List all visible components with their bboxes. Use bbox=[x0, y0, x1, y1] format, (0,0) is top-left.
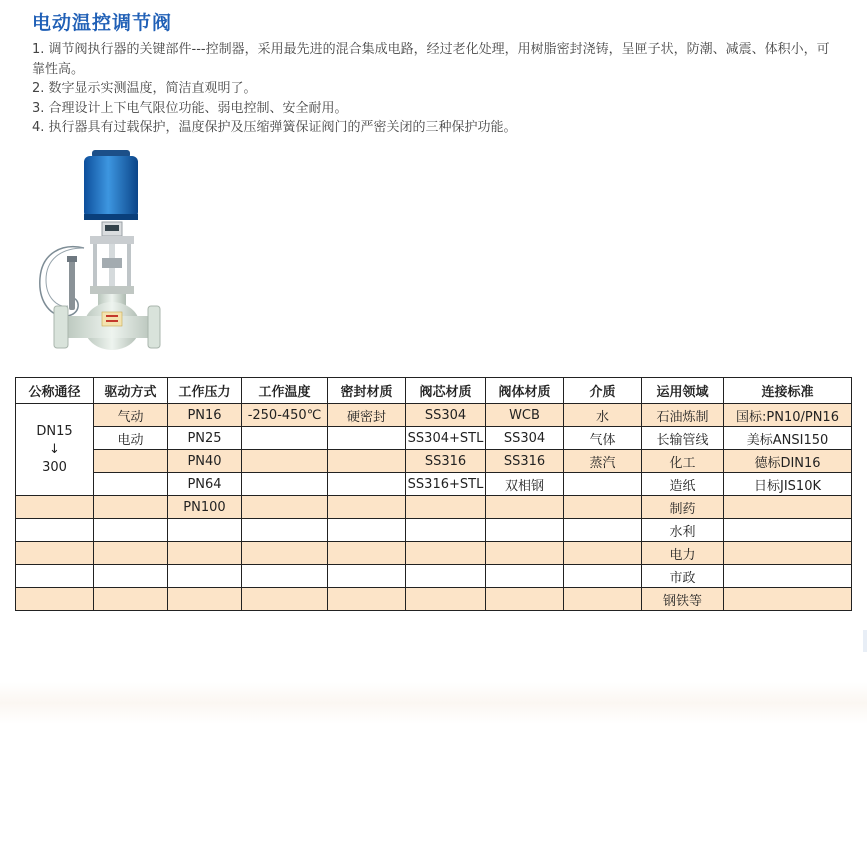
table-cell: 气动 bbox=[94, 404, 168, 427]
table-cell bbox=[724, 588, 852, 611]
page-title: 电动温控调节阀 bbox=[32, 12, 173, 34]
table-cell: 电动 bbox=[94, 427, 168, 450]
table-cell bbox=[242, 588, 328, 611]
background-fade bbox=[0, 682, 867, 724]
header-cell: 介质 bbox=[564, 378, 642, 404]
table-cell bbox=[94, 565, 168, 588]
table-cell: 水利 bbox=[642, 519, 724, 542]
header-cell: 运用领域 bbox=[642, 378, 724, 404]
table-cell bbox=[328, 565, 406, 588]
table-cell: SS304 bbox=[406, 404, 486, 427]
table-cell: PN25 bbox=[168, 427, 242, 450]
diameter-range-cell bbox=[16, 404, 94, 496]
feature-item: 2. 数字显示实测温度，简洁直观明了。 bbox=[32, 81, 257, 96]
actuator-housing bbox=[84, 156, 138, 218]
table-cell bbox=[406, 519, 486, 542]
table-cell: WCB bbox=[486, 404, 564, 427]
feature-item: 4. 执行器具有过载保护，温度保护及压缩弹簧保证阀门的严密关闭的三种保护功能。 bbox=[32, 120, 517, 135]
table-cell: 美标ANSI150 bbox=[724, 427, 852, 450]
table-row bbox=[16, 588, 852, 611]
header-cell: 密封材质 bbox=[328, 378, 406, 404]
table-cell bbox=[564, 588, 642, 611]
table-cell: 化工 bbox=[642, 450, 724, 473]
table-cell: 硬密封 bbox=[328, 404, 406, 427]
table-cell bbox=[486, 542, 564, 565]
header-cell: 公称通径 bbox=[16, 378, 94, 404]
table-cell bbox=[564, 473, 642, 496]
table-cell bbox=[94, 450, 168, 473]
table-cell bbox=[16, 588, 94, 611]
table-cell: 双相钢 bbox=[486, 473, 564, 496]
table-cell bbox=[328, 473, 406, 496]
table-cell bbox=[724, 519, 852, 542]
table-cell: PN100 bbox=[168, 496, 242, 519]
table-row bbox=[16, 427, 852, 450]
table-cell bbox=[94, 519, 168, 542]
table-cell bbox=[564, 519, 642, 542]
table-cell bbox=[242, 519, 328, 542]
table-cell bbox=[16, 542, 94, 565]
table-cell bbox=[168, 542, 242, 565]
table-cell bbox=[328, 542, 406, 565]
table-cell bbox=[486, 519, 564, 542]
table-cell bbox=[564, 542, 642, 565]
table-row bbox=[16, 496, 852, 519]
table-cell bbox=[724, 542, 852, 565]
table-row bbox=[16, 404, 852, 427]
spec-table bbox=[15, 377, 852, 611]
table-cell bbox=[242, 450, 328, 473]
table-cell bbox=[94, 473, 168, 496]
table-cell bbox=[168, 565, 242, 588]
table-cell: 制药 bbox=[642, 496, 724, 519]
table-cell bbox=[406, 542, 486, 565]
header-cell: 阀体材质 bbox=[486, 378, 564, 404]
table-cell: 德标DIN16 bbox=[724, 450, 852, 473]
table-cell: 石油炼制 bbox=[642, 404, 724, 427]
electric-valve-illustration bbox=[32, 148, 162, 360]
table-cell bbox=[242, 496, 328, 519]
table-cell: 长输管线 bbox=[642, 427, 724, 450]
header-cell: 阀芯材质 bbox=[406, 378, 486, 404]
table-cell: 钢铁等 bbox=[642, 588, 724, 611]
table-cell bbox=[242, 542, 328, 565]
table-cell bbox=[16, 496, 94, 519]
table-cell bbox=[16, 519, 94, 542]
table-cell bbox=[724, 565, 852, 588]
table-header-row bbox=[16, 378, 852, 404]
header-cell: 工作压力 bbox=[168, 378, 242, 404]
table-cell bbox=[724, 496, 852, 519]
table-row bbox=[16, 450, 852, 473]
edge-marker bbox=[863, 630, 867, 652]
table-cell: 市政 bbox=[642, 565, 724, 588]
feature-item: 1. 调节阀执行器的关键部件---控制器，采用最先进的混合集成电路，经过老化处理，用树脂密封浇铸，呈匣子状，防潮、减震、体积小，可靠性高。 bbox=[32, 42, 830, 77]
table-cell bbox=[328, 427, 406, 450]
table-cell bbox=[16, 565, 94, 588]
table-cell: 日标JIS10K bbox=[724, 473, 852, 496]
table-cell: 国标:PN10/PN16 bbox=[724, 404, 852, 427]
table-cell bbox=[564, 496, 642, 519]
table-cell bbox=[328, 496, 406, 519]
header-cell: 连接标准 bbox=[724, 378, 852, 404]
table-cell bbox=[94, 588, 168, 611]
table-cell: 气体 bbox=[564, 427, 642, 450]
down-arrow-icon: ↓ bbox=[49, 441, 60, 457]
feature-list bbox=[32, 40, 832, 138]
table-cell bbox=[242, 565, 328, 588]
table-cell bbox=[94, 496, 168, 519]
table-cell bbox=[168, 588, 242, 611]
table-cell bbox=[328, 519, 406, 542]
table-cell: PN16 bbox=[168, 404, 242, 427]
table-cell bbox=[486, 588, 564, 611]
table-row bbox=[16, 473, 852, 496]
diameter-from: DN15 bbox=[36, 423, 73, 439]
table-cell: SS316 bbox=[406, 450, 486, 473]
table-cell: -250-450℃ bbox=[242, 404, 328, 427]
header-cell: 驱动方式 bbox=[94, 378, 168, 404]
header-cell: 工作温度 bbox=[242, 378, 328, 404]
table-cell bbox=[406, 588, 486, 611]
table-cell bbox=[564, 565, 642, 588]
table-cell: SS316 bbox=[486, 450, 564, 473]
feature-item: 3. 合理设计上下电气限位功能、弱电控制、安全耐用。 bbox=[32, 100, 348, 116]
table-cell bbox=[94, 542, 168, 565]
table-cell bbox=[406, 496, 486, 519]
table-row bbox=[16, 519, 852, 542]
table-row bbox=[16, 542, 852, 565]
product-image bbox=[32, 148, 162, 360]
table-cell bbox=[242, 427, 328, 450]
table-cell bbox=[406, 565, 486, 588]
table-row bbox=[16, 565, 852, 588]
table-cell: 电力 bbox=[642, 542, 724, 565]
table-cell: 蒸汽 bbox=[564, 450, 642, 473]
table-cell bbox=[328, 450, 406, 473]
table-cell: SS316+STL bbox=[406, 473, 486, 496]
table-cell bbox=[328, 588, 406, 611]
table-cell: 水 bbox=[564, 404, 642, 427]
temperature-sensor bbox=[69, 258, 75, 310]
diameter-to: 300 bbox=[42, 459, 67, 475]
table-cell bbox=[486, 565, 564, 588]
table-cell bbox=[168, 519, 242, 542]
table-cell: PN40 bbox=[168, 450, 242, 473]
table-cell: SS304 bbox=[486, 427, 564, 450]
table-cell: SS304+STL bbox=[406, 427, 486, 450]
table-cell bbox=[242, 473, 328, 496]
table-cell: PN64 bbox=[168, 473, 242, 496]
table-cell: 造纸 bbox=[642, 473, 724, 496]
table-cell bbox=[486, 496, 564, 519]
